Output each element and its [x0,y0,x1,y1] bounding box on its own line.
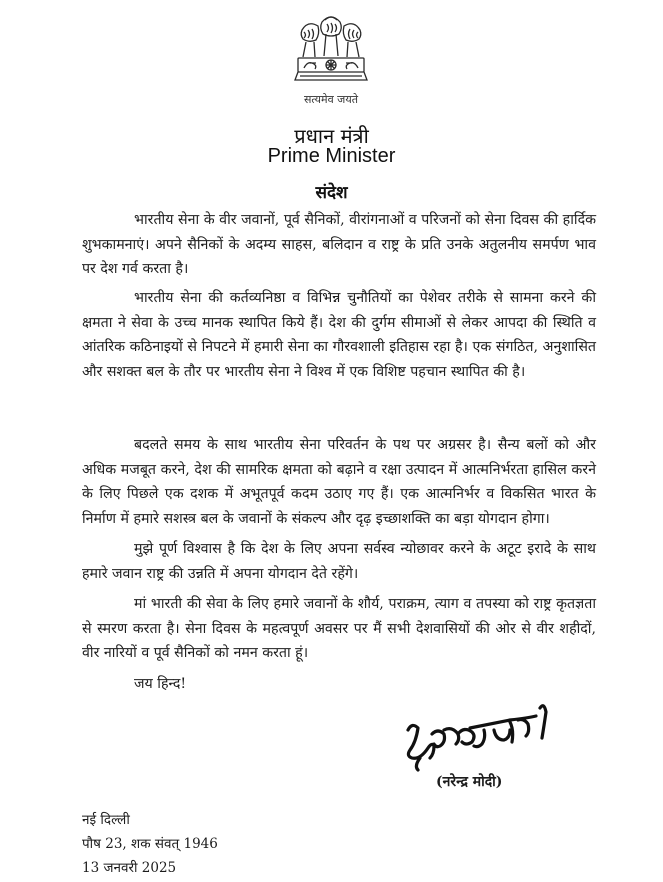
signatory-name: (नरेन्द्र मोदी) [436,774,503,790]
dateline [82,808,332,880]
office-title-english: Prime Minister [267,145,396,167]
closing-salutation: जय हिन्द! [134,676,187,692]
message-paragraph: मुझे पूर्ण विश्वास है कि देश के लिए अपना सर्वस्व न्योछावर करने के अटूट इरादे के साथ हमारे जवान राष्ट्र की उन्नति में अपना योगदान देते रहेंगे। [82,541,596,582]
message-heading: संदेश [315,183,348,203]
emblem-motto: सत्यमेव जयते [303,93,358,106]
message-paragraph: भारतीय सेना के वीर जवानों, पूर्व सैनिकों, वीरांगनाओं व परिजनों को सेना दिवस की हार्दिक शुभकामनाएं। अपने सैनिकों के अदम्य साहस, बलिदान व राष्ट्र के प्रति उनके अतुलनीय समर्पण भाव पर देश गर्व करता है। [82,212,596,277]
message-paragraph: भारतीय सेना की कर्तव्यनिष्ठा व विभिन्न चुनौतियों का पेशेवर तरीके से सामना करने की क्षमता ने सेवा के उच्च मानक स्थापित किये हैं। देश की दुर्गम सीमाओं से लेकर आपदा की स्थिति व आंतरिक कठिनाइयों से निपटने में हमारी सेना का गौरवशाली इतिहास रहा है। एक संगठित, अनुशासित और सशक्त बल के तौर पर भारतीय सेना ने विश्व में एक विशिष्ट पहचान स्थापित की है। [82,290,596,380]
ashoka-lion-capital-icon [292,8,370,92]
office-title-hindi: प्रधान मंत्री [294,124,369,148]
message-paragraph: मां भारती की सेवा के लिए हमारे जवानों के शौर्य, पराक्रम, त्याग व तपस्या को राष्ट्र कृतज्ञता से स्मरण करता है। सेना दिवस के महत्वपूर्ण अवसर पर मैं सभी देशवासियों की ओर से वीर शहीदों, वीर नारियों व पूर्व सैनिकों को नमन करता हूं। [82,596,596,661]
dateline-date: 13 जनवरी 2025 [82,860,177,876]
dateline-place: नई दिल्ली [82,812,130,828]
handwritten-signature-icon [398,700,568,782]
message-paragraph: बदलते समय के साथ भारतीय सेना परिवर्तन के पथ पर अग्रसर है। सैन्य बलों को और अधिक मजबूत करने, देश की सामरिक क्षमता को बढ़ाने व रक्षा उत्पादन में आत्मनिर्भरता हासिल करने के लिए पिछले एक दशक में अभूतपूर्व कदम उठाए गए हैं। एक आत्मनिर्भर व विकसित भारत के निर्माण में हमारे सशस्त्र बल के जवानों के संकल्प और दृढ़ इच्छाशक्ति का बड़ा योगदान होगा। [82,437,596,527]
dateline-saka-date: पौष 23, शक संवत् 1946 [82,836,218,852]
